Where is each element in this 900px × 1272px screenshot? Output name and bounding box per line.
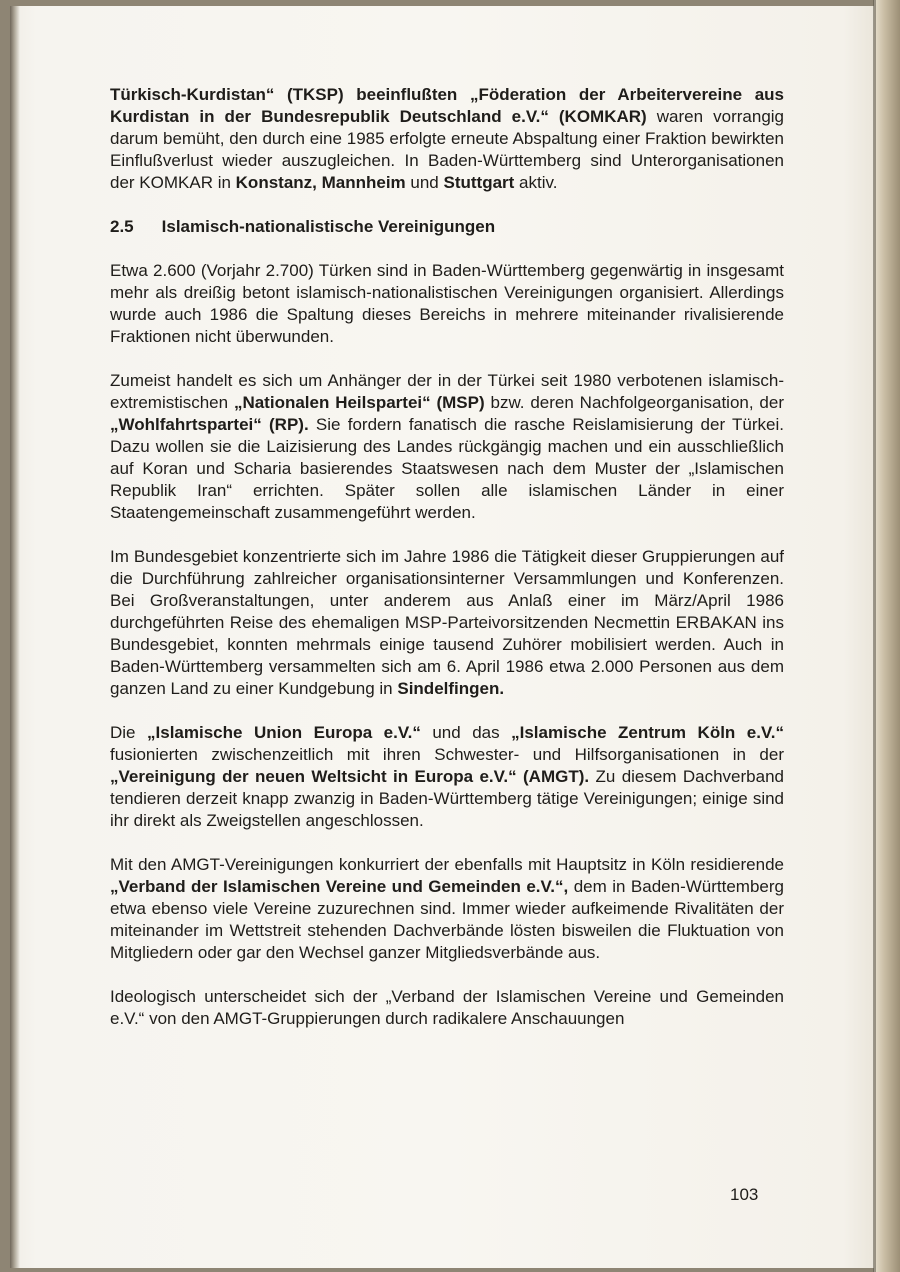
bold-text: „Nationalen Heilspartei“ (MSP) <box>233 393 485 412</box>
text: Zumeist handelt es sich um Anhänger der in der Türkei seit 1980 verbotenen islamisch-extremistischen <box>110 371 784 412</box>
page-edge-line <box>873 0 876 1272</box>
section-heading <box>110 216 784 238</box>
section-title: Islamisch-nationalistische Vereinigungen <box>161 217 496 236</box>
text: fusionierten zwischenzeitlich mit ihren Schwester- und Hilfsorganisationen in der <box>110 745 784 764</box>
text: und <box>405 173 444 192</box>
text: Mit den AMGT-Vereinigungen konkurriert der ebenfalls mit Hauptsitz in Köln residierende <box>110 855 784 874</box>
spine-shadow <box>10 6 20 1268</box>
bold-text: „Vereinigung der neuen Weltsicht in Europa e.V.“ (AMGT). <box>110 767 590 786</box>
section-number: 2.5 <box>110 217 134 236</box>
page-number: 103 <box>730 1185 759 1204</box>
bold-text: „Islamische Zentrum Köln e.V.“ <box>511 723 784 742</box>
bold-text: Stuttgart <box>443 173 515 192</box>
text: waren vorrangig darum bemüht, den durch eine 1985 erfolgte erneute Abspaltung einer Fraktion bewirkten Einflußverlust wieder auszugleichen. In Baden-Württemberg sind Unterorganisationen der KOMKAR in <box>110 107 785 192</box>
bold-text: Sindelfingen. <box>397 679 505 698</box>
text: aktiv. <box>514 173 558 192</box>
text: Sie fordern fanatisch die rasche Reislamisierung der Türkei. Dazu wollen sie die Laizisierung des Landes rückgängig machen und ein ausschließlich auf Koran und Scharia basierendes Staatswesen nach dem Muster der „Islamischen Republik Iran“ errichten. Später sollen alle islamischen Länder in einer Staatengemeinschaft zusammengeführt werden. <box>110 415 785 522</box>
text: dem in Baden-Württemberg etwa ebenso viele Vereine zuzurechnen sind. Immer wieder aufkeimende Rivalitäten der miteinander im Wettstreit stehenden Dachverbände lösten bisweilen die Fluktuation von Mitgliedern oder gar den Wechsel ganzer Mitgliedsverbände aus. <box>110 877 784 962</box>
bold-text: „Verband der Islamischen Vereine und Gemeinden e.V.“, <box>110 877 569 896</box>
paragraph-komkar <box>110 84 784 194</box>
paragraph-ideology: Ideologisch unterscheidet sich der „Verband der Islamischen Vereine und Gemeinden e.V.“ von den AMGT-Gruppierungen durch radikalere Anschauungen <box>110 987 784 1028</box>
paragraph-membership: Etwa 2.600 (Vorjahr 2.700) Türken sind in Baden-Württemberg gegenwärtig in insgesamt mehr als dreißig betont islamisch-nationalistischen Vereinigungen organisiert. Allerdings wurde auch 1986 die Spaltung dieses Bereichs in mehrere miteinander rivalisierende Fraktionen nicht überwunden. <box>110 261 784 346</box>
text: bzw. deren Nachfolgeorganisation, der <box>484 393 784 412</box>
bold-text: Konstanz, Mannheim <box>235 173 406 192</box>
paragraph-msp <box>110 370 784 524</box>
page-edge <box>874 0 900 1272</box>
bold-text: „Islamische Union Europa e.V.“ <box>147 723 421 742</box>
bold-text: „Wohlfahrtspartei“ (RP). <box>110 415 309 434</box>
text: und das <box>420 723 512 742</box>
page-content <box>110 84 784 1052</box>
text: Die <box>110 723 148 742</box>
paragraph-activities <box>110 546 784 700</box>
bold-text: Türkisch-Kurdistan“ (TKSP) beeinflußten „Föderation der Arbeitervereine aus Kurdistan in der Bundesrepublik Deutschland e.V.“ (KOMKAR) <box>110 85 784 126</box>
paragraph-amgt <box>110 722 784 832</box>
paragraph-verband <box>110 854 784 964</box>
text: Zu diesem Dachverband tendieren derzeit knapp zwanzig in Baden-Württemberg tätige Vereinigungen; einige sind ihr direkt als Zweigstellen angeschlossen. <box>110 767 784 830</box>
text: Im Bundesgebiet konzentrierte sich im Jahre 1986 die Tätigkeit dieser Gruppierungen auf die Durchführung zahlreicher organisationsinterner Versammlungen und Konferenzen. Bei Großveranstaltungen, unter anderem aus Anlaß einer im März/April 1986 durchgeführten Reise des ehemaligen MSP-Parteivorsitzenden Necmettin ERBAKAN ins Bundesgebiet, konnten mehrmals einige tausend Zuhörer mobilisiert werden. Auch in Baden-Württemberg versammelten sich am 6. April 1986 etwa 2.000 Personen aus dem ganzen Land zu einer Kundgebung in <box>110 547 784 698</box>
